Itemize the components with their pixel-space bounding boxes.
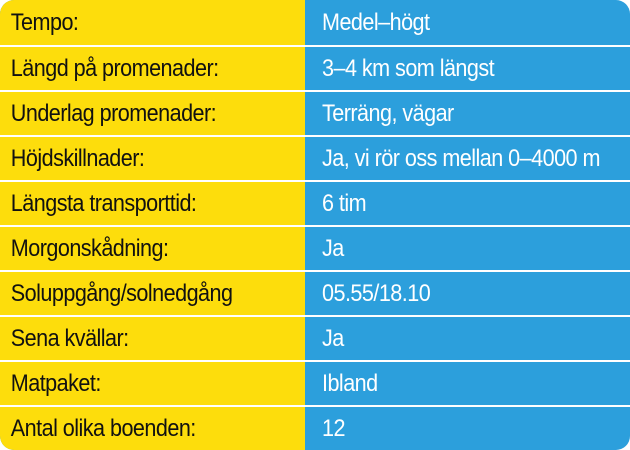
- row-label-accommodations: Antal olika boenden:: [10, 414, 196, 442]
- row-label-morning-watching: Morgonskådning:: [10, 234, 169, 262]
- row-value-tempo: Medel–högt: [322, 8, 430, 36]
- table-row: [0, 135, 630, 180]
- row-value-elevation: Ja, vi rör oss mellan 0–4000 m: [322, 144, 600, 172]
- table-row: [0, 360, 630, 405]
- row-label-packed-lunch: Matpaket:: [10, 369, 101, 397]
- row-label-transport-time: Längsta transporttid:: [10, 189, 197, 217]
- row-label-tempo: Tempo:: [10, 8, 79, 36]
- table-row: [0, 405, 630, 450]
- table-row: [0, 45, 630, 90]
- row-value-sunrise-sunset: 05.55/18.10: [322, 279, 431, 307]
- row-value-late-evenings: Ja: [322, 324, 344, 352]
- table-row: [0, 90, 630, 135]
- row-value-walk-length: 3–4 km som längst: [322, 54, 495, 82]
- row-label-walk-surface: Underlag promenader:: [10, 99, 217, 127]
- row-value-accommodations: 12: [322, 414, 345, 442]
- row-value-walk-surface: Terräng, vägar: [322, 99, 454, 127]
- table-row: [0, 0, 630, 45]
- row-label-late-evenings: Sena kvällar:: [10, 324, 129, 352]
- row-label-walk-length: Längd på promenader:: [10, 54, 219, 82]
- table-row: [0, 270, 630, 315]
- row-label-sunrise-sunset: Soluppgång/solnedgång: [10, 279, 233, 307]
- row-value-transport-time: 6 tim: [322, 189, 367, 217]
- table-row: [0, 180, 630, 225]
- row-value-packed-lunch: Ibland: [322, 369, 378, 397]
- row-label-elevation: Höjdskillnader:: [10, 144, 145, 172]
- table-row: [0, 225, 630, 270]
- row-value-morning-watching: Ja: [322, 234, 344, 262]
- table-row: [0, 315, 630, 360]
